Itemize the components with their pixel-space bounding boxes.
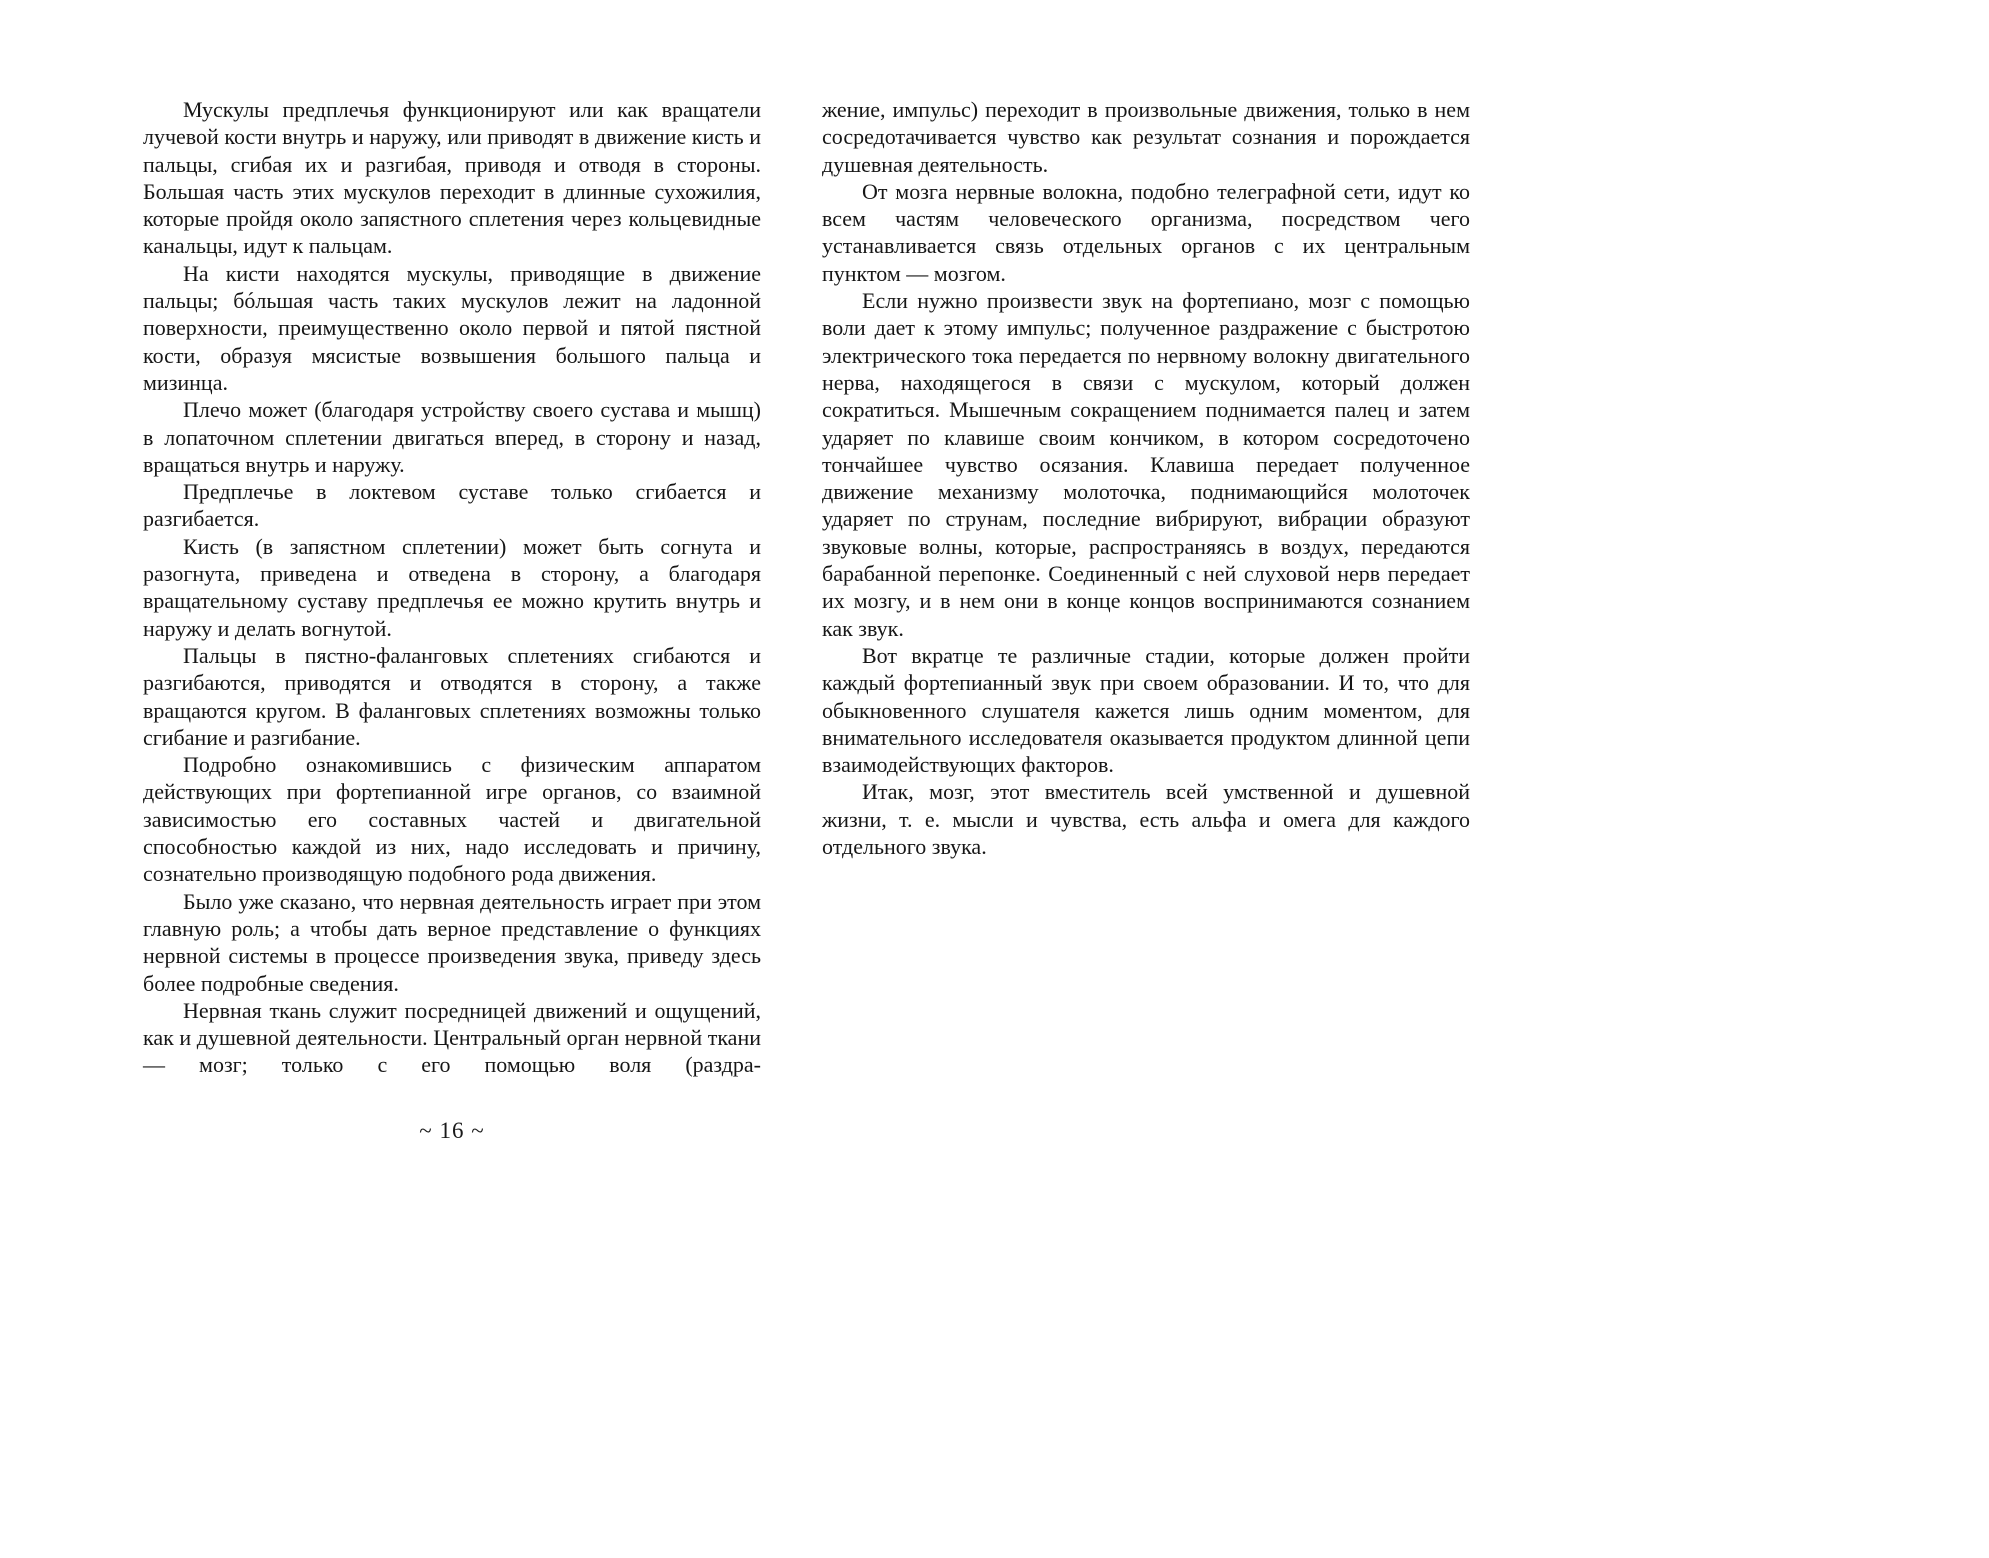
right-page-text [822,96,1470,860]
paragraph: Пальцы в пястно-фаланговых сплетениях сгибаются и разгибаются, приводятся и отводятся в сторону, а также вращаются кругом. В фаланговых сплетениях возможны только сгибание и разгибание. [143,642,761,750]
paragraph: Было уже сказано, что нервная деятельность играет при этом главную роль; а чтобы дать верное представление о функциях нервной системы в процессе произведения звука, приведу здесь более подробные сведения. [143,888,761,996]
paragraph: Вот вкратце те различные стадии, которые должен пройти каждый фортепианный звук при своем образовании. И то, что для обыкновенного слушателя кажется лишь одним моментом, для внимательного исследователя оказывается продуктом длинной цепи взаимодействующих факторов. [822,642,1470,778]
paragraph: На кисти находятся мускулы, приводящие в движение пальцы; бóльшая часть таких мускулов лежит на ладонной поверхности, преимущественно около первой и пятой пястной кости, образуя мясистые возвышения большого пальца и мизинца. [143,260,761,395]
paragraph: Предплечье в локтевом суставе только сгибается и разгибается. [143,479,761,532]
paragraph: Итак, мозг, этот вместитель всей умственной и душевной жизни, т. е. мысли и чувства, есть альфа и омега для каждого отдельного звука. [822,779,1470,860]
paragraph: Подробно ознакомившись с физическим аппаратом действующих при фортепианной игре органов, со взаимной зависимостью его составных частей и двигательной способностью каждой из них, надо исследовать и причину, сознательно производящую подобного рода движения. [143,752,761,887]
paragraph: жение, импульс) переходит в произвольные движения, только в нем сосредотачивается чувство как результат сознания и порождается душевная деятельность. [822,97,1470,177]
paragraph: Нервная ткань служит посредницей движений и ощущений, как и душевной деятельности. Центральный орган нервной ткани — мозг; только с его помощью воля (раздра- [143,997,761,1078]
paragraph: Плечо может (благодаря устройству своего сустава и мышц) в лопаточном сплетении двигаться вперед, в сторону и назад, вращаться внутрь и наружу. [143,397,761,477]
page-number: ~ 16 ~ [419,1118,485,1143]
paragraph: Если нужно произвести звук на фортепиано, мозг с помощью воли дает к этому импульс; полученное раздражение с быстротою электрического тока передается по нервному волокну двигательного нерва, находящегося в связи с мускулом, который должен сократиться. Мышечным сокращением поднимается палец и затем ударяет по клавише своим кончиком, в котором сосредоточено тончайшее чувство осязания. Клавиша передает полученное движение механизму молоточка, поднимающийся молоточек ударяет по струнам, последние вибрируют, вибрации образуют звуковые волны, которые, распространяясь в воздух, передаются барабанной перепонке. Соединенный с ней слуховой нерв передает их мозгу, и в нем они в конце концов воспринимаются сознанием как звук. [822,288,1470,641]
paragraph: От мозга нервные волокна, подобно телеграфной сети, идут ко всем частям человеческого организма, посредством чего устанавливается связь отдельных органов с их центральным пунктом — мозгом. [822,178,1470,286]
left-page [143,96,761,1079]
left-page-text [143,96,761,1079]
paragraph: Кисть (в запястном сплетении) может быть согнута и разогнута, приведена и отведена в сторону, а благодаря вращательному суставу предплечья ее можно крутить внутрь и наружу и делать вогнутой. [143,533,761,641]
paragraph: Мускулы предплечья функционируют или как вращатели лучевой кости внутрь и наружу, или приводят в движение кисть и пальцы, сгибая их и разгибая, приводя и отводя в стороны. Большая часть этих мускулов переходит в длинные сухожилия, которые пройдя около запястного сплетения через кольцевидные канальцы, идут к пальцам. [143,97,761,259]
right-page [822,96,1470,860]
